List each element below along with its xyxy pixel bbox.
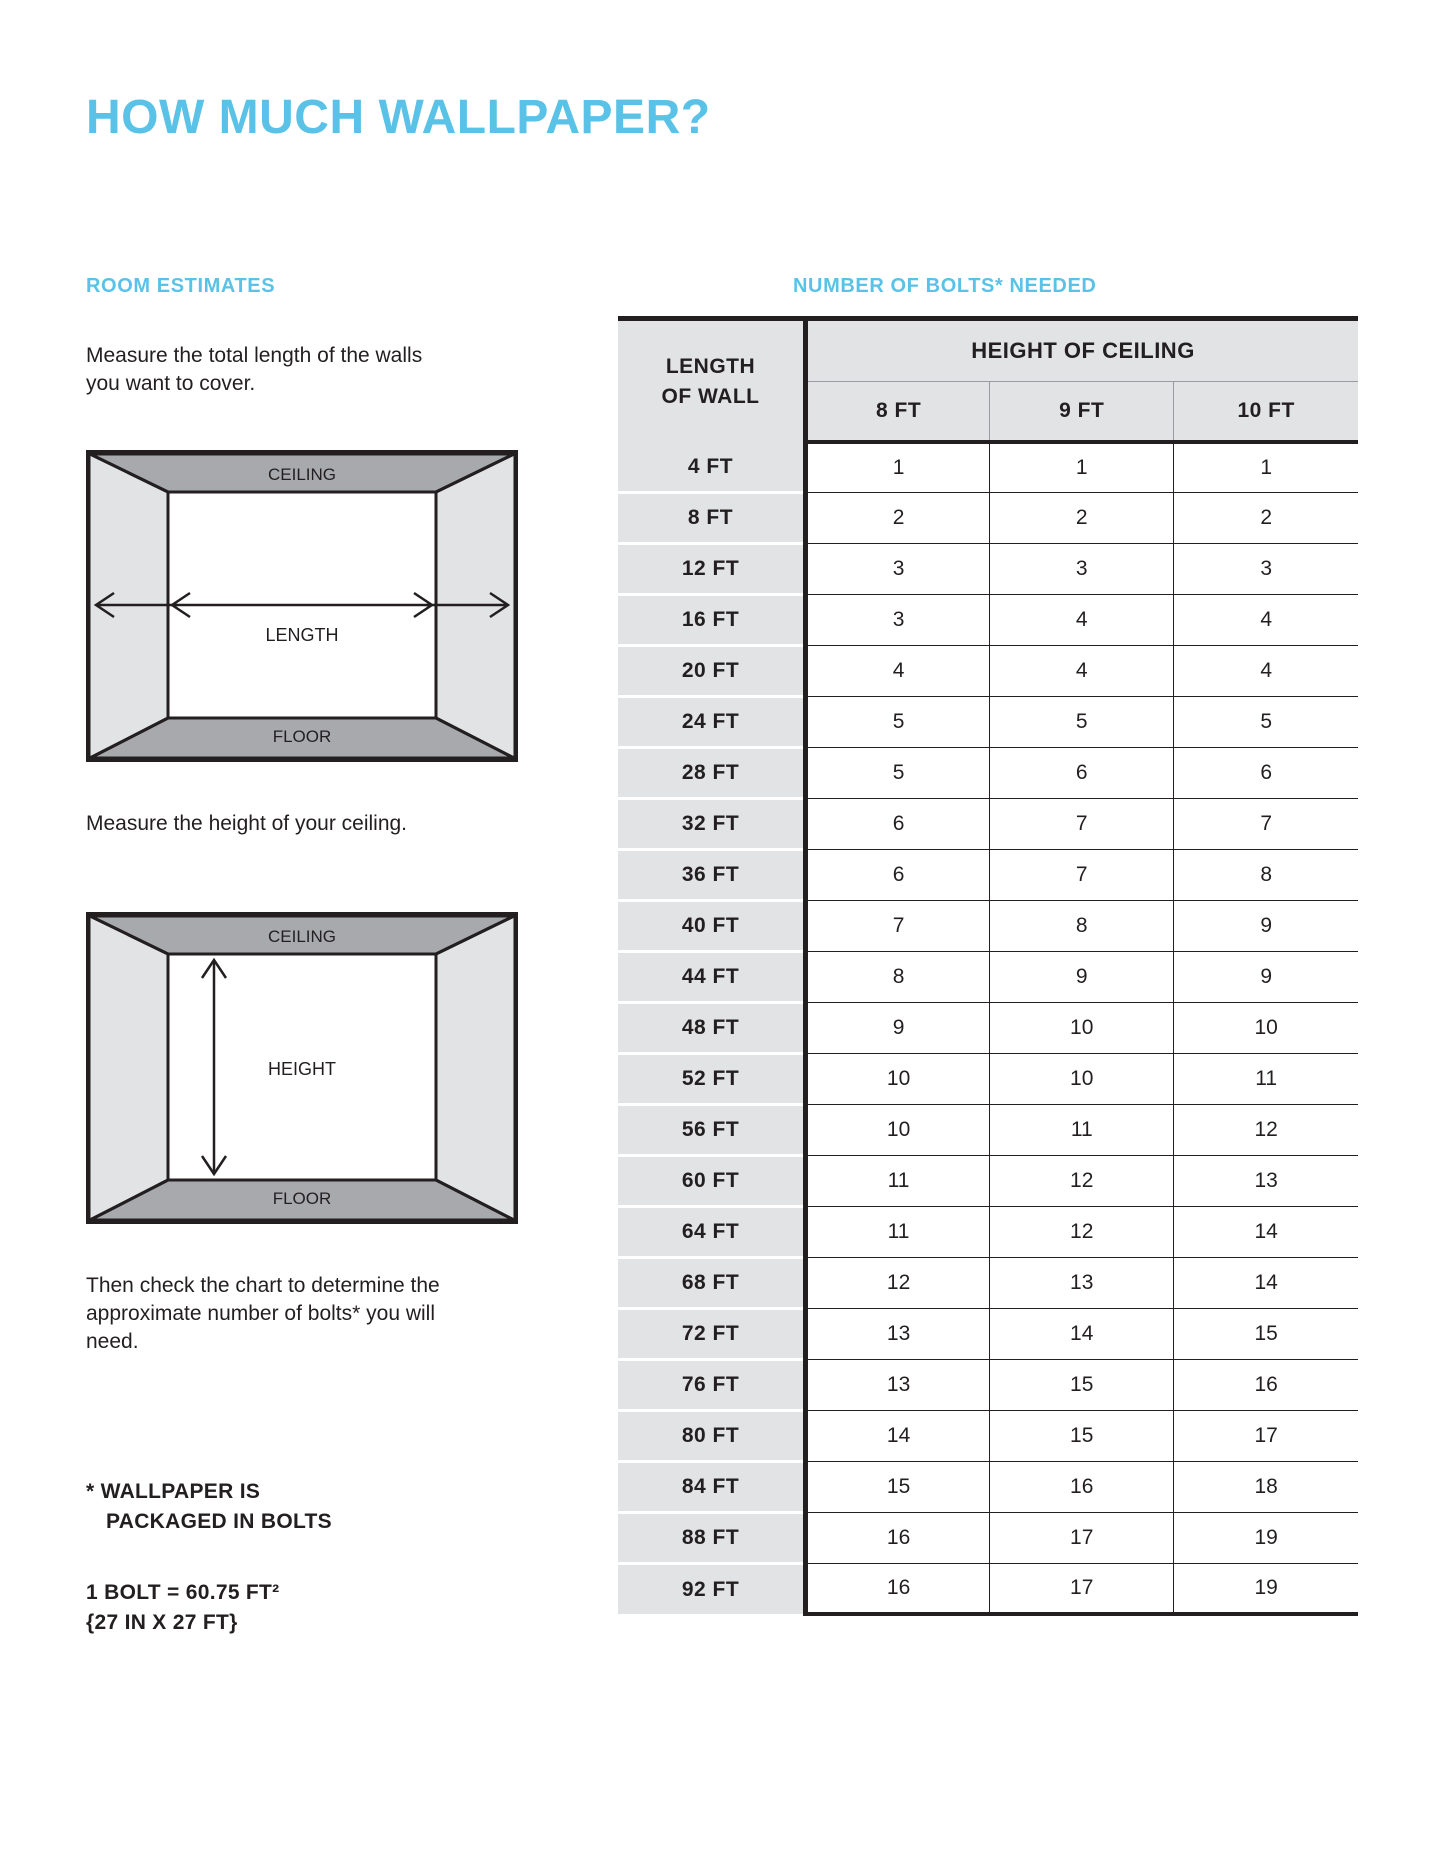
footnote-line-3: 1 BOLT = 60.75 FT² xyxy=(86,1581,280,1604)
bolts-cell: 5 xyxy=(806,697,990,748)
footnote-line-4: {27 IN X 27 FT} xyxy=(86,1611,238,1634)
ceiling-label-2: CEILING xyxy=(267,927,337,946)
row-label-length: 4 FT xyxy=(618,442,806,493)
bolts-cell: 12 xyxy=(990,1156,1174,1207)
table-row xyxy=(618,1462,1358,1513)
table-row xyxy=(618,1564,1358,1615)
bolts-cell: 15 xyxy=(1174,1309,1358,1360)
bolts-cell: 9 xyxy=(1174,952,1358,1003)
bolts-needed-heading: NUMBER OF BOLTS* NEEDED xyxy=(793,275,1097,297)
table-row xyxy=(618,952,1358,1003)
bolts-cell: 4 xyxy=(806,646,990,697)
bolts-cell: 11 xyxy=(806,1207,990,1258)
table-row xyxy=(618,1003,1358,1054)
bolts-cell: 14 xyxy=(1174,1258,1358,1309)
table-row xyxy=(618,748,1358,799)
bolts-cell: 9 xyxy=(990,952,1174,1003)
table-row xyxy=(618,442,1358,493)
bolts-cell: 4 xyxy=(990,646,1174,697)
table-row xyxy=(618,901,1358,952)
row-label-length: 36 FT xyxy=(618,850,806,901)
bolts-cell: 13 xyxy=(806,1360,990,1411)
bolts-cell: 3 xyxy=(806,595,990,646)
bolts-cell: 10 xyxy=(806,1105,990,1156)
footnote-bolts-packaging xyxy=(86,1477,466,1537)
bolts-cell: 4 xyxy=(1174,595,1358,646)
row-label-length: 92 FT xyxy=(618,1564,806,1615)
room-length-illustration xyxy=(86,450,518,762)
room-height-illustration xyxy=(86,912,518,1224)
bolts-cell: 1 xyxy=(1174,442,1358,493)
row-label-length: 44 FT xyxy=(618,952,806,1003)
instruction-step-3: Then check the chart to determine the approximate number of bolts* you will need. xyxy=(86,1274,440,1353)
bolts-cell: 16 xyxy=(990,1462,1174,1513)
row-label-length: 68 FT xyxy=(618,1258,806,1309)
bolts-cell: 10 xyxy=(990,1054,1174,1105)
floor-label-2: FLOOR xyxy=(272,1189,332,1208)
row-label-length: 48 FT xyxy=(618,1003,806,1054)
room-estimates-heading: ROOM ESTIMATES xyxy=(86,275,276,297)
bolts-cell: 2 xyxy=(806,493,990,544)
footnote-bolt-size xyxy=(86,1578,466,1638)
row-label-length: 80 FT xyxy=(618,1411,806,1462)
bolts-table-wrapper xyxy=(618,316,1358,1616)
bolts-cell: 12 xyxy=(1174,1105,1358,1156)
table-row xyxy=(618,1054,1358,1105)
bolts-cell: 11 xyxy=(990,1105,1174,1156)
table-row xyxy=(618,850,1358,901)
bolts-cell: 3 xyxy=(806,544,990,595)
bolts-cell: 5 xyxy=(806,748,990,799)
bolts-cell: 3 xyxy=(1174,544,1358,595)
bolts-cell: 14 xyxy=(1174,1207,1358,1258)
row-label-length: 12 FT xyxy=(618,544,806,595)
table-row xyxy=(618,799,1358,850)
bolts-cell: 7 xyxy=(1174,799,1358,850)
bolts-table-head xyxy=(618,319,1358,443)
ceiling-label-1: CEILING xyxy=(267,465,337,484)
length-of-wall-line-2: OF WALL xyxy=(661,384,760,408)
row-label-length: 8 FT xyxy=(618,493,806,544)
table-row xyxy=(618,1360,1358,1411)
row-label-length: 64 FT xyxy=(618,1207,806,1258)
bolts-cell: 4 xyxy=(990,595,1174,646)
floor-label-1: FLOOR xyxy=(272,727,332,746)
bolts-cell: 10 xyxy=(990,1003,1174,1054)
bolts-cell: 15 xyxy=(990,1360,1174,1411)
height-label: HEIGHT xyxy=(267,1059,337,1079)
table-row xyxy=(618,595,1358,646)
row-label-length: 16 FT xyxy=(618,595,806,646)
bolts-cell: 4 xyxy=(1174,646,1358,697)
footnote-line-2: PACKAGED IN BOLTS xyxy=(106,1510,332,1533)
bolts-cell: 9 xyxy=(1174,901,1358,952)
row-label-length: 60 FT xyxy=(618,1156,806,1207)
row-label-length: 32 FT xyxy=(618,799,806,850)
bolts-cell: 12 xyxy=(806,1258,990,1309)
bolts-cell: 5 xyxy=(990,697,1174,748)
bolts-cell: 5 xyxy=(1174,697,1358,748)
page-title: HOW MUCH WALLPAPER? xyxy=(86,91,711,145)
bolts-cell: 6 xyxy=(1174,748,1358,799)
bolts-cell: 8 xyxy=(990,901,1174,952)
table-row xyxy=(618,493,1358,544)
row-label-length: 28 FT xyxy=(618,748,806,799)
table-row xyxy=(618,544,1358,595)
table-row xyxy=(618,1105,1358,1156)
bolts-cell: 9 xyxy=(806,1003,990,1054)
row-label-length: 76 FT xyxy=(618,1360,806,1411)
bolts-cell: 8 xyxy=(806,952,990,1003)
bolts-cell: 18 xyxy=(1174,1462,1358,1513)
bolts-cell: 15 xyxy=(990,1411,1174,1462)
bolts-cell: 7 xyxy=(806,901,990,952)
instruction-step-2: Measure the height of your ceiling. xyxy=(86,812,408,835)
table-row xyxy=(618,1258,1358,1309)
bolts-cell: 15 xyxy=(806,1462,990,1513)
bolts-cell: 11 xyxy=(806,1156,990,1207)
bolts-cell: 1 xyxy=(990,442,1174,493)
bolts-cell: 17 xyxy=(990,1564,1174,1615)
bolts-cell: 10 xyxy=(1174,1003,1358,1054)
instruction-step-1: Measure the total length of the walls you want to cover. xyxy=(86,344,423,395)
column-header-10ft: 10 FT xyxy=(1174,382,1358,443)
bolts-cell: 1 xyxy=(806,442,990,493)
row-label-length: 20 FT xyxy=(618,646,806,697)
table-row xyxy=(618,1156,1358,1207)
table-header-row-1 xyxy=(618,319,1358,382)
bolts-cell: 14 xyxy=(990,1309,1174,1360)
bolts-cell: 3 xyxy=(990,544,1174,595)
bolts-cell: 2 xyxy=(990,493,1174,544)
column-header-9ft: 9 FT xyxy=(990,382,1174,443)
bolts-cell: 13 xyxy=(990,1258,1174,1309)
bolts-cell: 12 xyxy=(990,1207,1174,1258)
bolts-cell: 19 xyxy=(1174,1513,1358,1564)
bolts-cell: 13 xyxy=(806,1309,990,1360)
bolts-cell: 17 xyxy=(1174,1411,1358,1462)
table-row xyxy=(618,1207,1358,1258)
bolts-cell: 16 xyxy=(806,1564,990,1615)
bolts-cell: 10 xyxy=(806,1054,990,1105)
room-diagram-length xyxy=(86,450,518,762)
length-of-wall-header xyxy=(618,319,806,443)
row-label-length: 52 FT xyxy=(618,1054,806,1105)
bolts-cell: 13 xyxy=(1174,1156,1358,1207)
bolts-cell: 6 xyxy=(806,850,990,901)
bolts-cell: 14 xyxy=(806,1411,990,1462)
bolts-cell: 16 xyxy=(1174,1360,1358,1411)
bolts-cell: 8 xyxy=(1174,850,1358,901)
bolts-cell: 11 xyxy=(1174,1054,1358,1105)
bolts-cell: 17 xyxy=(990,1513,1174,1564)
bolts-cell: 16 xyxy=(806,1513,990,1564)
table-row xyxy=(618,646,1358,697)
row-label-length: 40 FT xyxy=(618,901,806,952)
table-row xyxy=(618,1411,1358,1462)
row-label-length: 24 FT xyxy=(618,697,806,748)
table-row xyxy=(618,1513,1358,1564)
bolts-cell: 2 xyxy=(1174,493,1358,544)
length-of-wall-line-1: LENGTH xyxy=(665,354,756,378)
row-label-length: 88 FT xyxy=(618,1513,806,1564)
bolts-table-body xyxy=(618,442,1358,1614)
row-label-length: 72 FT xyxy=(618,1309,806,1360)
room-diagram-height xyxy=(86,912,518,1224)
bolts-cell: 6 xyxy=(806,799,990,850)
bolts-table xyxy=(618,316,1358,1616)
bolts-cell: 7 xyxy=(990,850,1174,901)
column-header-8ft: 8 FT xyxy=(806,382,990,443)
bolts-cell: 7 xyxy=(990,799,1174,850)
bolts-cell: 6 xyxy=(990,748,1174,799)
length-label: LENGTH xyxy=(265,625,339,645)
row-label-length: 56 FT xyxy=(618,1105,806,1156)
footnote-line-1: * WALLPAPER IS xyxy=(86,1480,261,1503)
table-row xyxy=(618,697,1358,748)
bolts-cell: 19 xyxy=(1174,1564,1358,1615)
table-row xyxy=(618,1309,1358,1360)
height-of-ceiling-header: HEIGHT OF CEILING xyxy=(806,319,1359,382)
row-label-length: 84 FT xyxy=(618,1462,806,1513)
